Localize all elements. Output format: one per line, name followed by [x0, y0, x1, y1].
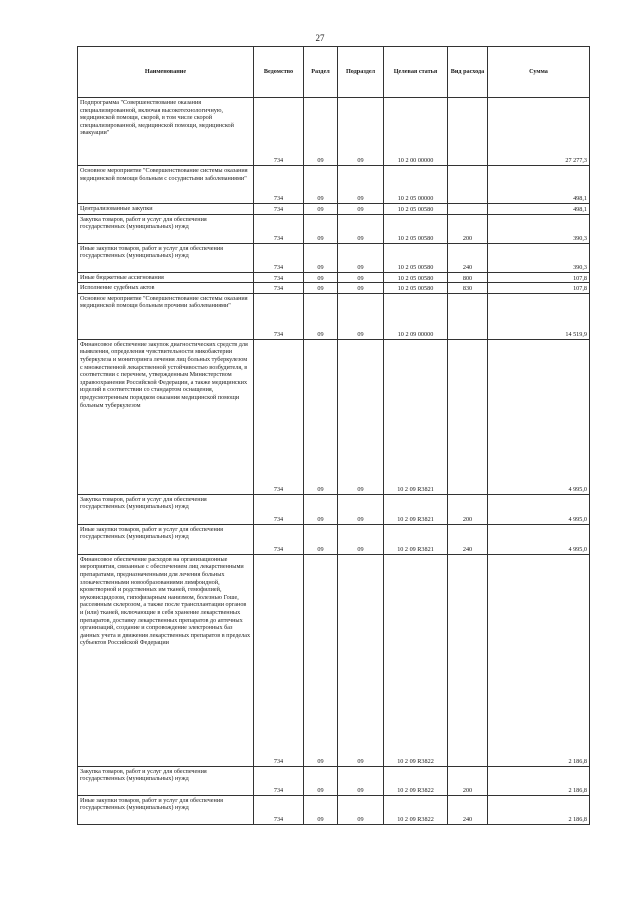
row-vedomstvo: 734 [254, 494, 304, 524]
row-razdel: 09 [304, 554, 338, 766]
row-celevaya-statya: 10 2 09 R3821 [384, 524, 448, 554]
row-name: Финансовое обеспечение расходов на организационные мероприятия, связанные с обеспечением лиц лекарственными препаратами, предназначенными для лечения больных злокачественными новообразованиями лимфоидной, кроветворной и родственных им тканей, гемофилией, муковисцидозом, гипофизарным нанизмом, болезнью Гоше, рассеянным склерозом, а также после трансплантации органов и (или) тканей, включающие в себя хранение лекарственных препаратов, доставку лекарственных препаратов до аптечных организаций, создание и сопровождение электронных баз данных учета и движения лекарственных препаратов в пределах субъектов Российской Федерации [78, 554, 254, 766]
row-vedomstvo: 734 [254, 283, 304, 294]
row-celevaya-statya: 10 2 09 R3822 [384, 766, 448, 795]
header-summa: Сумма [488, 47, 590, 98]
row-vid-rashoda: 200 [448, 494, 488, 524]
row-vedomstvo: 734 [254, 293, 304, 339]
table-row [78, 214, 590, 243]
row-vedomstvo: 734 [254, 766, 304, 795]
row-name: Иные закупки товаров, работ и услуг для обеспечения государственных (муниципальных) нужд [78, 243, 254, 272]
row-razdel: 09 [304, 293, 338, 339]
table-body [78, 98, 590, 825]
table-row [78, 494, 590, 524]
row-podrazdel: 09 [338, 795, 384, 824]
table-row [78, 243, 590, 272]
row-vid-rashoda: 200 [448, 766, 488, 795]
row-razdel: 09 [304, 166, 338, 204]
row-razdel: 09 [304, 214, 338, 243]
row-celevaya-statya: 10 2 05 00580 [384, 272, 448, 283]
row-summa: 390,3 [488, 214, 590, 243]
row-podrazdel: 09 [338, 339, 384, 494]
row-vid-rashoda [448, 98, 488, 166]
row-razdel: 09 [304, 283, 338, 294]
row-summa: 107,8 [488, 272, 590, 283]
row-name: Иные закупки товаров, работ и услуг для обеспечения государственных (муниципальных) нужд [78, 795, 254, 824]
header-celevaya-statya: Целевая статья [384, 47, 448, 98]
page-number: 27 [315, 33, 325, 43]
table-row [78, 524, 590, 554]
row-razdel: 09 [304, 272, 338, 283]
row-podrazdel: 09 [338, 766, 384, 795]
table-row [78, 766, 590, 795]
row-vedomstvo: 734 [254, 554, 304, 766]
row-name: Финансовое обеспечение закупок диагностических средств для выявления, определения чувствительности микобактерии туберкулеза и мониторинга лечения лиц больных туберкулезом с множественной лекарственной устойчивостью возбудителя, в соответствии с перечнем, утвержденным Министерством здравоохранения Российской Федерации, а также медицинских изделий в соответствии со стандартом оснащения, предусмотренным порядком оказания медицинской помощи больным туберкулезом [78, 339, 254, 494]
row-summa: 390,3 [488, 243, 590, 272]
row-vid-rashoda: 240 [448, 243, 488, 272]
row-vid-rashoda: 240 [448, 795, 488, 824]
row-summa: 107,8 [488, 283, 590, 294]
table-row [78, 204, 590, 215]
row-celevaya-statya: 10 2 05 00580 [384, 243, 448, 272]
row-razdel: 09 [304, 339, 338, 494]
row-vedomstvo: 734 [254, 98, 304, 166]
header-name: Наименование [78, 47, 254, 98]
row-vedomstvo: 734 [254, 166, 304, 204]
row-name: Закупка товаров, работ и услуг для обеспечения государственных (муниципальных) нужд [78, 214, 254, 243]
row-summa: 4 995,0 [488, 494, 590, 524]
row-name: Исполнение судебных актов [78, 283, 254, 294]
row-name: Закупка товаров, работ и услуг для обеспечения государственных (муниципальных) нужд [78, 766, 254, 795]
row-summa: 2 186,8 [488, 554, 590, 766]
row-celevaya-statya: 10 2 09 R3821 [384, 339, 448, 494]
row-podrazdel: 09 [338, 243, 384, 272]
row-razdel: 09 [304, 243, 338, 272]
row-vedomstvo: 734 [254, 243, 304, 272]
row-podrazdel: 09 [338, 293, 384, 339]
row-summa: 4 995,0 [488, 339, 590, 494]
row-vid-rashoda: 200 [448, 214, 488, 243]
row-razdel: 09 [304, 494, 338, 524]
table-row [78, 293, 590, 339]
row-razdel: 09 [304, 204, 338, 215]
row-name: Основное мероприятие "Совершенствование системы оказания медицинской помощи больным с сосудистыми заболеваниями" [78, 166, 254, 204]
row-celevaya-statya: 10 2 09 R3821 [384, 494, 448, 524]
row-vedomstvo: 734 [254, 214, 304, 243]
row-podrazdel: 09 [338, 98, 384, 166]
row-vedomstvo: 734 [254, 204, 304, 215]
table-row [78, 554, 590, 766]
table-row [78, 339, 590, 494]
row-celevaya-statya: 10 2 05 00580 [384, 214, 448, 243]
row-podrazdel: 09 [338, 272, 384, 283]
row-celevaya-statya: 10 2 00 00000 [384, 98, 448, 166]
row-name: Подпрограмма "Совершенствование оказания специализированной, включая высокотехнологичную, медицинской помощи, скорой, в том числе скорой специализированной, медицинской помощи, медицинской эвакуации" [78, 98, 254, 166]
row-summa: 27 277,3 [488, 98, 590, 166]
row-name: Основное мероприятие "Совершенствование системы оказания медицинской помощи больным прочими заболеваниями" [78, 293, 254, 339]
row-summa: 2 186,8 [488, 766, 590, 795]
header-vedomstvo: Ведомство [254, 47, 304, 98]
row-vedomstvo: 734 [254, 272, 304, 283]
table-row [78, 795, 590, 824]
row-celevaya-statya: 10 2 05 00580 [384, 204, 448, 215]
row-name: Иные бюджетные ассигнования [78, 272, 254, 283]
header-vid-rashoda: Вид расхода [448, 47, 488, 98]
row-vedomstvo: 734 [254, 795, 304, 824]
row-razdel: 09 [304, 766, 338, 795]
row-razdel: 09 [304, 98, 338, 166]
row-podrazdel: 09 [338, 166, 384, 204]
header-razdel: Раздел [304, 47, 338, 98]
row-vid-rashoda [448, 166, 488, 204]
row-celevaya-statya: 10 2 05 00000 [384, 166, 448, 204]
row-name: Закупка товаров, работ и услуг для обеспечения государственных (муниципальных) нужд [78, 494, 254, 524]
row-summa: 4 995,0 [488, 524, 590, 554]
row-vedomstvo: 734 [254, 339, 304, 494]
row-podrazdel: 09 [338, 554, 384, 766]
table-header-row [78, 47, 590, 98]
row-vid-rashoda: 830 [448, 283, 488, 294]
row-vid-rashoda: 240 [448, 524, 488, 554]
row-vedomstvo: 734 [254, 524, 304, 554]
header-podrazdel: Подраздел [338, 47, 384, 98]
row-vid-rashoda [448, 339, 488, 494]
row-celevaya-statya: 10 2 09 R3822 [384, 795, 448, 824]
table-row [78, 283, 590, 294]
row-vid-rashoda [448, 554, 488, 766]
row-vid-rashoda [448, 293, 488, 339]
row-summa: 498,1 [488, 204, 590, 215]
row-razdel: 09 [304, 524, 338, 554]
row-celevaya-statya: 10 2 05 00580 [384, 283, 448, 294]
row-podrazdel: 09 [338, 214, 384, 243]
row-podrazdel: 09 [338, 204, 384, 215]
row-vid-rashoda: 800 [448, 272, 488, 283]
budget-table [77, 46, 590, 825]
row-vid-rashoda [448, 204, 488, 215]
table-row [78, 272, 590, 283]
row-name: Иные закупки товаров, работ и услуг для обеспечения государственных (муниципальных) нужд [78, 524, 254, 554]
row-summa: 2 186,8 [488, 795, 590, 824]
row-name: Централизованные закупки [78, 204, 254, 215]
row-razdel: 09 [304, 795, 338, 824]
row-celevaya-statya: 10 2 09 R3822 [384, 554, 448, 766]
row-podrazdel: 09 [338, 494, 384, 524]
row-summa: 498,1 [488, 166, 590, 204]
table-row [78, 166, 590, 204]
table-row [78, 98, 590, 166]
row-podrazdel: 09 [338, 524, 384, 554]
row-summa: 14 519,9 [488, 293, 590, 339]
row-celevaya-statya: 10 2 09 00000 [384, 293, 448, 339]
row-podrazdel: 09 [338, 283, 384, 294]
